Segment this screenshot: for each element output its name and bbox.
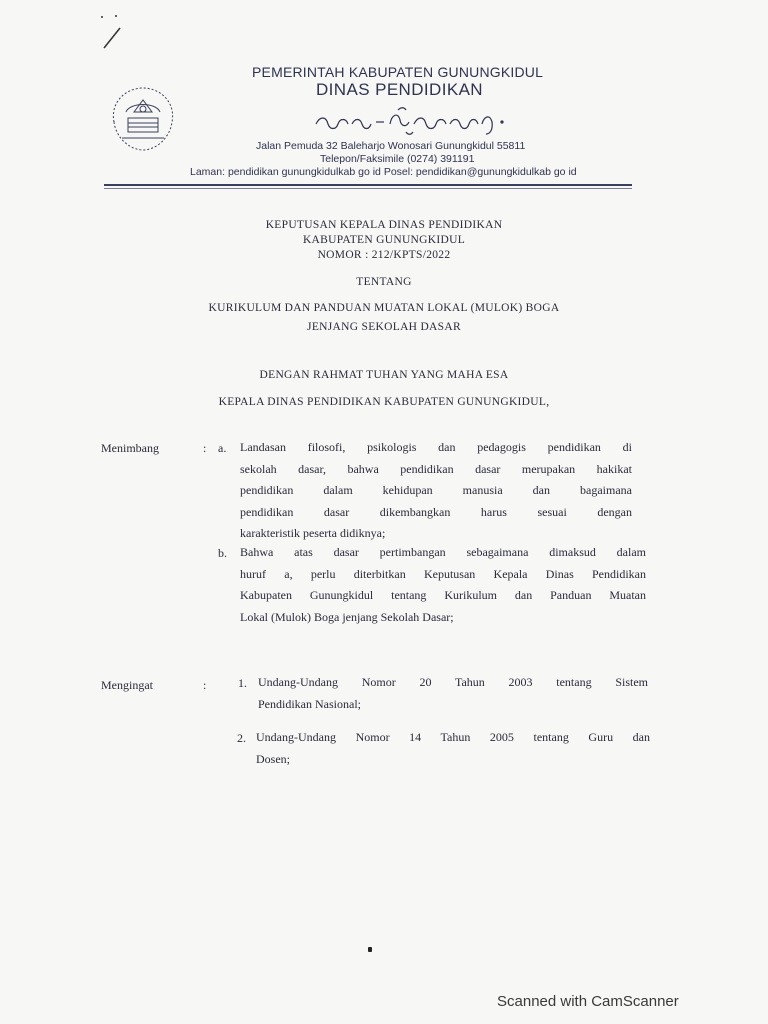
text-line: Landasan filosofi, psikologis dan pedagogis pendidikan di — [240, 440, 632, 454]
text-line: Lokal (Mulok) Boga jenjang Sekolah Dasar; — [240, 609, 454, 624]
text-line: Dosen; — [256, 751, 290, 766]
decree-about: TENTANG — [356, 276, 412, 288]
regency-seal-logo — [104, 82, 182, 156]
ink-dot — [368, 947, 372, 952]
text-line: sekolah dasar, bahwa pendidikan dasar merupakan hakikat — [240, 461, 632, 476]
office-web-email: Laman: pendidikan gunungkidulkab go id Posel: pendidikan@gunungkidulkab go id — [190, 166, 577, 178]
mengingat-label: Mengingat — [101, 678, 153, 692]
menimbang-label: Menimbang — [101, 441, 159, 455]
text-line: Kabupaten Gunungkidul tentang Kurikulum dan Panduan Muatan — [240, 588, 646, 602]
javanese-script-office-name — [306, 102, 516, 138]
mengingat-item-1-marker: 1. — [238, 676, 247, 690]
menimbang-item-a — [240, 437, 632, 545]
menimbang-item-a-marker: a. — [218, 441, 227, 455]
decree-heading-1: KEPUTUSAN KEPALA DINAS PENDIDIKAN — [265, 219, 503, 231]
text-line: Undang-Undang Nomor 14 Tahun 2005 tentang Guru dan — [256, 730, 650, 744]
text-line: pendidikan dalam kehidupan manusia dan bagaimana — [240, 483, 632, 497]
decree-number: NOMOR : 212/KPTS/2022 — [317, 249, 451, 261]
text-line: Bahwa atas dasar pertimbangan sebagaimana dimaksud dalam — [240, 545, 646, 559]
office-address: Jalan Pemuda 32 Baleharjo Wonosari Gunungkidul 55811 — [256, 140, 526, 152]
office-phone: Telepon/Faksimile (0274) 391191 — [320, 153, 475, 165]
letterhead-rule-thin — [104, 188, 632, 189]
decree-blessing: DENGAN RAHMAT TUHAN YANG MAHA ESA — [259, 369, 509, 381]
text-line: huruf a, perlu diterbitkan Keputusan Kepala Dinas Pendidikan — [240, 566, 646, 581]
mengingat-item-2-marker: 2. — [237, 731, 246, 745]
text-line: pendidikan dasar dikembangkan harus sesuai dengan — [240, 504, 632, 519]
mengingat-item-2 — [256, 727, 650, 770]
mengingat-item-1 — [258, 672, 648, 715]
menimbang-item-b-marker: b. — [218, 546, 227, 560]
text-line: Undang-Undang Nomor 20 Tahun 2003 tentang Sistem — [258, 675, 648, 689]
text-line: karakteristik peserta didiknya; — [240, 526, 386, 540]
camscanner-watermark: Scanned with CamScanner — [497, 993, 679, 1010]
government-name: PEMERINTAH KABUPATEN GUNUNGKIDUL — [252, 64, 544, 80]
decree-subject-1: KURIKULUM DAN PANDUAN MUATAN LOKAL (MULOK) BOGA — [208, 302, 560, 314]
pen-mark — [98, 12, 128, 52]
letterhead-rule-thick — [104, 184, 632, 186]
office-name: DINAS PENDIDIKAN — [316, 80, 483, 99]
decree-subject-2: JENJANG SEKOLAH DASAR — [307, 321, 461, 333]
menimbang-colon: : — [203, 441, 207, 455]
decree-authority: KEPALA DINAS PENDIDIKAN KABUPATEN GUNUNGKIDUL, — [218, 396, 550, 408]
menimbang-item-b — [240, 542, 646, 628]
text-line: Pendidikan Nasional; — [258, 696, 361, 711]
decree-heading-2: KABUPATEN GUNUNGKIDUL — [302, 234, 466, 246]
mengingat-colon: : — [203, 678, 207, 692]
